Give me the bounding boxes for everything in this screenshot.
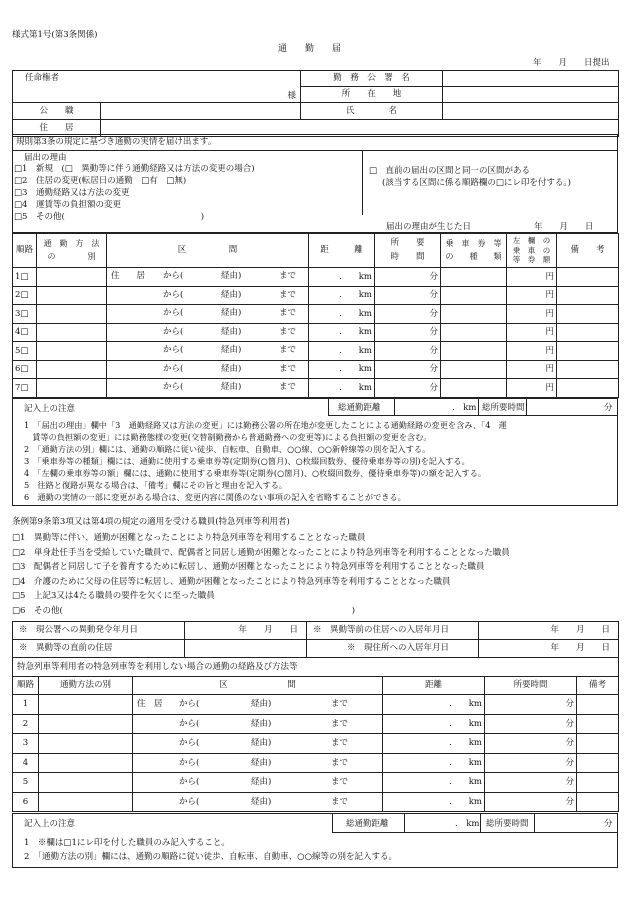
distance-field[interactable]: . km xyxy=(309,342,375,361)
section-field[interactable] xyxy=(107,342,309,361)
express-intro: 条例第9条第3項又は第4項の規定の適用を受ける職員(特急列車等利用者) xyxy=(12,517,290,527)
time-field[interactable]: 分 xyxy=(375,323,441,342)
prev-residence-label: ※ 異動等の直前の住居 xyxy=(13,640,185,658)
post-row xyxy=(13,103,301,120)
table-row xyxy=(13,753,619,773)
section-via: 経由) xyxy=(221,308,242,318)
section-from: から( xyxy=(179,699,200,709)
location-field[interactable] xyxy=(443,87,619,103)
section-field[interactable] xyxy=(107,305,309,324)
lower-note-1: 1 ※欄は□1にレ印を付した職員のみ記入すること。 xyxy=(24,838,230,848)
divider xyxy=(404,813,405,833)
fare-field[interactable]: 円 xyxy=(507,379,557,398)
time-field[interactable]: 分 xyxy=(485,695,577,715)
section-via: 経由) xyxy=(221,271,242,281)
fare-field[interactable]: 円 xyxy=(507,286,557,305)
reason-item-2[interactable]: □2 住居の変更(転居日の通勤 □有 □無) xyxy=(14,176,187,186)
method-field[interactable] xyxy=(37,379,107,398)
section-field[interactable] xyxy=(133,753,383,773)
time-field[interactable]: 分 xyxy=(375,286,441,305)
col-fare: 左 欄 の 乗 車 の 等 券 額 xyxy=(507,234,557,268)
row-number: 3 xyxy=(13,734,39,754)
table-row xyxy=(13,792,619,812)
method-field[interactable] xyxy=(37,268,107,287)
notes-heading: 記入上の注意 xyxy=(24,404,76,414)
table-row xyxy=(13,360,619,379)
office-name-field[interactable] xyxy=(443,71,619,87)
note-field[interactable] xyxy=(577,695,619,715)
table-row xyxy=(13,379,619,398)
section-to: まで xyxy=(279,271,297,281)
time-field[interactable]: 分 xyxy=(375,268,441,287)
section-via: 経由) xyxy=(251,777,272,787)
prev-residence-field[interactable] xyxy=(185,640,307,658)
section-via: 経由) xyxy=(251,699,272,709)
table-row xyxy=(13,342,619,361)
method-field[interactable] xyxy=(39,734,133,754)
lower-total-distance-value[interactable]: . km xyxy=(455,819,480,829)
distance-field[interactable]: . km xyxy=(309,360,375,379)
col-time: 所 要 時 間 xyxy=(375,234,441,268)
section-field[interactable] xyxy=(133,773,383,793)
distance-field[interactable]: . km xyxy=(309,379,375,398)
section-from: から( xyxy=(163,271,184,281)
reason-item-3[interactable]: □3 通勤経路又は方法の変更 xyxy=(14,188,130,198)
reason-item-5[interactable]: □5 その他( ) xyxy=(14,212,205,222)
divider xyxy=(478,398,479,416)
table-row xyxy=(13,695,619,715)
section-field[interactable] xyxy=(133,792,383,812)
section-from: から( xyxy=(163,363,184,374)
section-field[interactable] xyxy=(133,714,383,734)
ticket-type-field[interactable] xyxy=(441,379,507,398)
row-number: 5 xyxy=(13,773,39,793)
table-row xyxy=(13,268,619,287)
section-to: まで xyxy=(279,382,297,392)
section-from: から( xyxy=(179,718,200,729)
applicant-info-table xyxy=(12,70,619,137)
distance-field[interactable]: . km xyxy=(309,305,375,324)
section-from: から( xyxy=(163,382,184,392)
fare-field[interactable]: 円 xyxy=(507,268,557,287)
method-field[interactable] xyxy=(37,286,107,305)
method-field[interactable] xyxy=(39,753,133,773)
section-from: から( xyxy=(163,326,184,337)
section-to: まで xyxy=(331,738,349,748)
section-via: 経由) xyxy=(221,345,242,355)
section-to: まで xyxy=(279,363,297,374)
time-field[interactable]: 分 xyxy=(485,773,577,793)
express-item-2[interactable]: □2 単身赴任手当を受給していた職員で、配偶者と同居し通勤が困難となったことにより特急列車等を利用することとなった職員 xyxy=(12,547,510,558)
row-number-check[interactable]: 3□ xyxy=(13,305,37,324)
fare-field[interactable]: 円 xyxy=(507,342,557,361)
col-time: 所要時間 xyxy=(485,677,577,695)
method-field[interactable] xyxy=(39,792,133,812)
note-field[interactable] xyxy=(577,734,619,754)
appointer-label: 任命権者 xyxy=(25,73,60,83)
col-order: 順路 xyxy=(13,677,39,695)
note-item: 5 往路と復路が異なる場合は、「備考」欄にその旨と理由を記入する。 xyxy=(24,480,288,490)
col-distance: 距離 xyxy=(383,677,485,695)
lower-total-time-label: 総所要時間 xyxy=(486,819,529,829)
section-via: 経由) xyxy=(251,738,272,748)
prev-residence-date-field[interactable]: 年 月 日 xyxy=(479,622,619,640)
reason-heading: 届出の理由 xyxy=(24,153,67,163)
section-field[interactable] xyxy=(133,734,383,754)
section-to: まで xyxy=(331,757,349,768)
page-title: 通 勤 届 xyxy=(278,44,342,54)
divider xyxy=(526,398,527,416)
address-label: 住 居 xyxy=(13,120,101,136)
section-from: から( xyxy=(163,308,184,318)
note-item: 2 「通勤方法の別」欄には、通勤の順路に従い徒歩、自転車、自動車、○○線、○○新幹線等の別を記入する。 xyxy=(24,444,431,454)
section-from: から( xyxy=(179,757,200,768)
note-field[interactable] xyxy=(577,714,619,734)
method-field[interactable] xyxy=(37,342,107,361)
col-method: 通勤方法の別 xyxy=(39,677,133,695)
divider xyxy=(394,398,395,416)
section-to: まで xyxy=(331,718,349,729)
office-name-label: 勤 務 公 署 名 xyxy=(301,71,443,87)
express-info-table xyxy=(12,621,619,677)
time-field[interactable]: 分 xyxy=(375,342,441,361)
distance-field[interactable]: . km xyxy=(383,714,485,734)
lower-notes-heading: 記入上の注意 xyxy=(24,819,76,829)
total-time-value[interactable]: 分 xyxy=(604,403,613,413)
section-from: から( xyxy=(163,289,184,300)
section-via: 経由) xyxy=(221,363,242,374)
col-note: 備 考 xyxy=(557,234,619,268)
express-item-4[interactable]: □4 介護のために父母の住居等に転居し、通勤が困難となったことにより特急列車等を利用することとなった職員 xyxy=(12,576,451,587)
lower-table-title: 特急列車等利用者の特急列車等を利用しない場合の通勤の経路及び方法等 xyxy=(13,658,619,677)
section-to: まで xyxy=(279,345,297,355)
form-number: 様式第1号(第3条関係) xyxy=(12,30,98,40)
note-field[interactable] xyxy=(577,773,619,793)
note-item: 4 「左欄の乗車券等の額」欄には、通勤に使用する乗車券等(定期券(○箇月)、○枚綴回数券、優待乗車券等)の額を記入する。 xyxy=(24,468,487,478)
col-section: 区 間 xyxy=(133,677,383,695)
method-field[interactable] xyxy=(39,773,133,793)
total-distance-label: 総通勤距離 xyxy=(338,403,381,413)
section-from: から( xyxy=(179,777,200,787)
col-note: 備考 xyxy=(577,677,619,695)
post-field[interactable] xyxy=(101,103,300,119)
distance-field[interactable]: . km xyxy=(383,734,485,754)
ticket-type-field[interactable] xyxy=(441,286,507,305)
divider xyxy=(12,150,618,151)
lower-note-2: 2 「通勤方法の別」欄には、通勤の順路に従い徒歩、自転車、自動車、○○線等の別を記入する。 xyxy=(24,852,397,862)
ticket-type-field[interactable] xyxy=(441,305,507,324)
submit-date: 年 月 日提出 xyxy=(533,58,610,68)
col-ticket-type: 乗 車 券 等 の 種 類 xyxy=(441,234,507,268)
col-distance: 距 離 xyxy=(309,234,375,268)
express-item-6[interactable]: □6 その他( ) xyxy=(12,605,356,616)
row-number-check[interactable]: 4□ xyxy=(13,323,37,342)
note-field[interactable] xyxy=(557,360,619,379)
distance-field[interactable]: . km xyxy=(309,323,375,342)
note-field[interactable] xyxy=(557,305,619,324)
note-item: 6 通勤の実情の一部に変更がある場合は、変更内容に関係のない事項の記入を省略することができる。 xyxy=(24,492,406,502)
col-section: 区 間 xyxy=(107,234,309,268)
section-via: 経由) xyxy=(221,326,242,337)
method-field[interactable] xyxy=(37,305,107,324)
table-row xyxy=(13,323,619,342)
table-row xyxy=(13,734,619,754)
express-route-table xyxy=(12,676,619,812)
section-field[interactable] xyxy=(107,286,309,305)
method-field[interactable] xyxy=(39,695,133,715)
section-to: まで xyxy=(331,699,349,709)
ticket-type-field[interactable] xyxy=(441,360,507,379)
section-field[interactable] xyxy=(107,360,309,379)
name-label: 氏 名 xyxy=(301,103,443,120)
section-field[interactable] xyxy=(107,323,309,342)
total-distance-value[interactable]: . km xyxy=(452,403,477,413)
name-field[interactable] xyxy=(443,103,619,120)
fare-field[interactable]: 円 xyxy=(507,305,557,324)
note-item: 3 「乗車券等の種類」欄には、通勤に使用する乗車券等(定期券(○箇月)、○枚綴回数券、優待乗車券等の別)を記入する。 xyxy=(24,456,470,466)
table-row xyxy=(13,773,619,793)
note-field[interactable] xyxy=(557,268,619,287)
express-item-1[interactable]: □1 異動等に伴い、通勤が困難となったことにより特急列車等を利用することとなった職員 xyxy=(12,533,366,543)
total-time-label: 総所要時間 xyxy=(482,403,525,413)
note-item: 1 「届出の理由」欄中「3 通勤経路又は方法の変更」には勤務公署の所在地が変更したことによる通勤経路の変更を含み、「4 運 xyxy=(24,420,507,430)
note-field[interactable] xyxy=(577,792,619,812)
col-method: 通 勤 方 法 の 別 xyxy=(37,234,107,268)
fare-field[interactable]: 円 xyxy=(507,360,557,379)
section-via: 経由) xyxy=(221,289,242,300)
lower-total-time-value[interactable]: 分 xyxy=(604,819,613,829)
section-from: から( xyxy=(179,738,200,748)
sama-label: 様 xyxy=(287,90,296,101)
reason-vdivider xyxy=(362,151,363,215)
note-field[interactable] xyxy=(577,753,619,773)
same-section-note: (該当する区間に係る順路欄の□にレ印を付する。) xyxy=(382,178,571,188)
transfer-date-label: ※ 現公署への異動発令年月日 xyxy=(13,622,185,640)
post-label: 公 職 xyxy=(13,103,101,119)
transfer-date-field[interactable]: 年 月 日 xyxy=(185,622,307,640)
occur-date-label: 届出の理由が生じた日 xyxy=(386,222,472,232)
time-field[interactable]: 分 xyxy=(485,753,577,773)
location-label: 所 在 地 xyxy=(301,87,443,103)
section-to: まで xyxy=(279,326,297,337)
time-field[interactable]: 分 xyxy=(485,714,577,734)
distance-field[interactable]: . km xyxy=(383,792,485,812)
fare-field[interactable]: 円 xyxy=(507,323,557,342)
reason-item-1[interactable]: □1 新規 (□ 異動等に伴う通勤経路又は方法の変更の場合) xyxy=(14,164,255,174)
time-field[interactable]: 分 xyxy=(375,379,441,398)
row-number: 6 xyxy=(13,792,39,812)
section-to: まで xyxy=(279,289,297,300)
section-via: 経由) xyxy=(251,757,272,768)
divider xyxy=(480,813,481,833)
note-field[interactable] xyxy=(557,286,619,305)
method-field[interactable] xyxy=(39,714,133,734)
ticket-type-field[interactable] xyxy=(441,268,507,287)
row-number-check[interactable]: 7□ xyxy=(13,379,37,398)
note-field[interactable] xyxy=(557,342,619,361)
note-item: 賃等の負担額の変更」には勤務態様の変更(交替制勤務から普通勤務への変更等)による負担額の変更を含む。 xyxy=(24,432,432,442)
section-to: まで xyxy=(279,308,297,318)
section-start: 住 居 xyxy=(137,699,163,709)
table-row xyxy=(13,305,619,324)
table-row xyxy=(13,714,619,734)
time-field[interactable]: 分 xyxy=(485,734,577,754)
row-number: 1 xyxy=(13,695,39,715)
section-via: 経由) xyxy=(251,796,272,807)
reason-item-4[interactable]: □4 運賃等の負担額の変更 xyxy=(14,200,121,210)
time-field[interactable]: 分 xyxy=(485,792,577,812)
distance-field[interactable]: . km xyxy=(309,286,375,305)
prev-residence-date-label: ※ 異動等前の住居への入居年月日 xyxy=(307,622,479,640)
appointer-cell xyxy=(13,71,301,103)
section-via: 経由) xyxy=(221,382,242,392)
table-row xyxy=(13,286,619,305)
section-from: から( xyxy=(163,345,184,355)
distance-field[interactable]: . km xyxy=(383,695,485,715)
distance-field[interactable]: . km xyxy=(383,753,485,773)
row-number-check[interactable]: 1□ xyxy=(13,268,37,287)
section-field[interactable] xyxy=(107,379,309,398)
divider xyxy=(534,813,535,833)
distance-field[interactable]: . km xyxy=(383,773,485,793)
ticket-type-field[interactable] xyxy=(441,342,507,361)
method-field[interactable] xyxy=(37,323,107,342)
express-item-5[interactable]: □5 上記3又は4たる職員の要件を欠くに至った職員 xyxy=(12,591,215,601)
row-number: 2 xyxy=(13,714,39,734)
time-field[interactable]: 分 xyxy=(375,305,441,324)
occur-date-field[interactable]: 年 月 日 xyxy=(534,222,594,232)
section-field[interactable] xyxy=(107,268,309,287)
section-to: まで xyxy=(331,777,349,787)
lower-total-distance-label: 総通勤距離 xyxy=(346,819,389,829)
row-number-check[interactable]: 2□ xyxy=(13,286,37,305)
section-via: 経由) xyxy=(251,718,272,729)
section-to: まで xyxy=(331,796,349,807)
note-field[interactable] xyxy=(557,323,619,342)
current-residence-date-field[interactable]: 年 月 日 xyxy=(479,640,619,658)
row-number-check[interactable]: 5□ xyxy=(13,342,37,361)
reason-intro: 規則第3条の規定に基づき通勤の実情を届け出ます。 xyxy=(16,137,217,147)
note-field[interactable] xyxy=(557,379,619,398)
row-number-check[interactable]: 6□ xyxy=(13,360,37,379)
ticket-type-field[interactable] xyxy=(441,323,507,342)
distance-field[interactable]: . km xyxy=(309,268,375,287)
section-from: から( xyxy=(179,796,200,807)
express-item-3[interactable]: □3 配偶者と同居して子を養育するために転居し、通勤が困難となったことにより特急列車等を利用することとなった職員 xyxy=(12,562,485,572)
route-table xyxy=(12,233,619,398)
same-section-check[interactable]: □ 直前の届出の区間と同一の区間がある xyxy=(369,166,531,176)
row-number: 4 xyxy=(13,753,39,773)
section-field[interactable] xyxy=(133,695,383,715)
method-field[interactable] xyxy=(37,360,107,379)
section-start: 住 居 xyxy=(111,271,146,281)
current-residence-date-label: ※ 現住所への入居年月日 xyxy=(307,640,479,658)
time-field[interactable]: 分 xyxy=(375,360,441,379)
col-order: 順路 xyxy=(13,234,37,268)
